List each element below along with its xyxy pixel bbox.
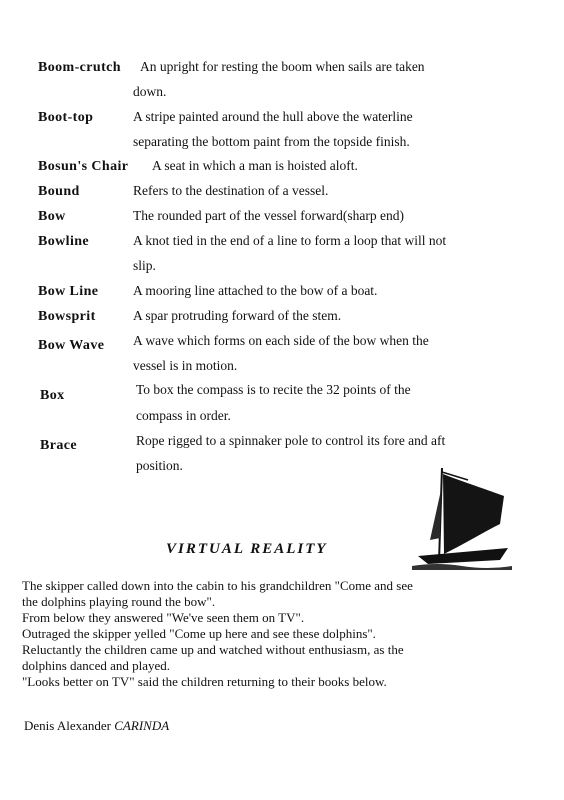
story-line: Outraged the skipper yelled "Come up here and see these dolphins".: [22, 626, 376, 641]
story-title: VIRTUAL REALITY: [166, 541, 328, 557]
glossary-term: Bound: [38, 184, 80, 199]
boat-name: CARINDA: [114, 718, 170, 733]
glossary-definition-line: A spar protruding forward of the stem.: [133, 308, 342, 323]
glossary-term: Boom-crutch: [38, 60, 121, 75]
glossary-definition-line: Refers to the destination of a vessel.: [133, 183, 329, 198]
glossary-definition-line: A stripe painted around the hull above the waterline: [133, 109, 413, 124]
glossary-term: Bowsprit: [38, 309, 96, 324]
glossary-definition-line: An upright for resting the boom when sails are taken: [140, 59, 425, 74]
glossary-term: Bowline: [38, 234, 90, 249]
glossary-definition-line: slip.: [133, 258, 156, 273]
author-signature: [24, 718, 169, 734]
glossary-term: Bow Line: [38, 284, 99, 299]
glossary-term: Boot-top: [38, 110, 94, 125]
story-line: the dolphins playing round the bow".: [22, 594, 216, 609]
glossary-definition-line: A mooring line attached to the bow of a boat.: [133, 283, 378, 298]
glossary-definition-line: A knot tied in the end of a line to form a loop that will not: [133, 233, 447, 248]
sailboat-icon: [412, 462, 512, 577]
glossary-term: Bow Wave: [38, 338, 105, 353]
glossary-definition-line: A wave which forms on each side of the bow when the: [133, 333, 429, 348]
story-line: "Looks better on TV" said the children returning to their books below.: [22, 674, 387, 689]
story-line: From below they answered "We've seen them on TV".: [22, 610, 305, 625]
glossary-term: Box: [40, 388, 65, 403]
author-name: Denis Alexander: [24, 718, 112, 733]
glossary-definition-line: The rounded part of the vessel forward(sharp end): [133, 208, 405, 223]
glossary-definition-line: A seat in which a man is hoisted aloft.: [152, 158, 358, 173]
glossary-definition-line: separating the bottom paint from the topside finish.: [133, 134, 410, 149]
glossary-definition-line: To box the compass is to recite the 32 points of the: [136, 382, 411, 397]
glossary-term: Bow: [38, 209, 66, 224]
story-line: Reluctantly the children came up and watched without enthusiasm, as the: [22, 642, 404, 657]
glossary-definition-line: compass in order.: [136, 408, 231, 423]
glossary-definition-line: position.: [136, 458, 183, 473]
story-line: dolphins danced and played.: [22, 658, 171, 673]
glossary-definition-line: Rope rigged to a spinnaker pole to control its fore and aft: [136, 433, 446, 448]
glossary-definition-line: down.: [133, 84, 167, 99]
story-line: The skipper called down into the cabin to his grandchildren "Come and see: [22, 578, 413, 593]
glossary-term: Bosun's Chair: [38, 159, 129, 174]
glossary-definition-line: vessel is in motion.: [133, 358, 238, 373]
glossary-term: Brace: [40, 438, 77, 453]
